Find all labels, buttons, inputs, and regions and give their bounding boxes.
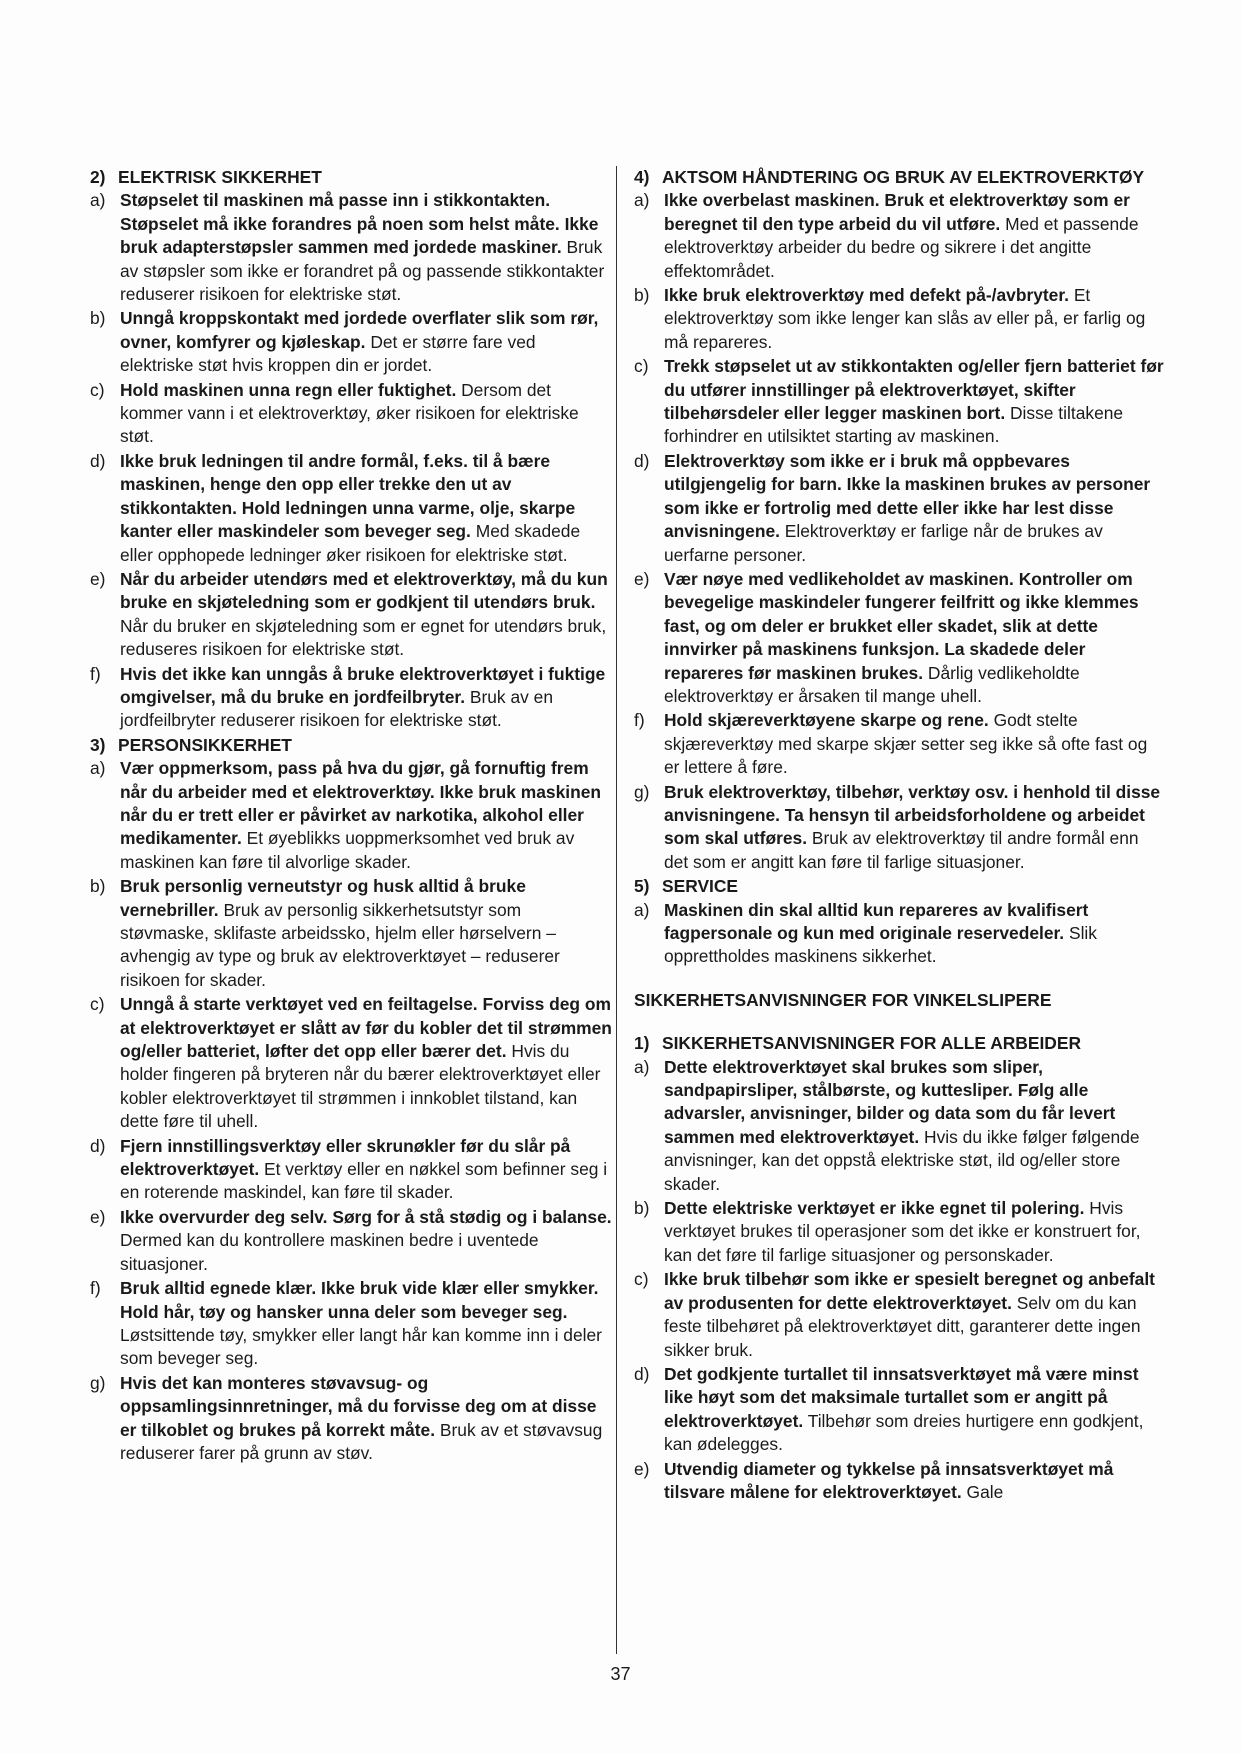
item-bold-text: Støpselet til maskinen må passe inn i stikkontakten. Støpselet må ikke forandres på noen som helst måte. Ikke bruk adapterstøpsler sammen med jordede maskiner. <box>120 190 599 258</box>
list-item <box>634 355 1164 449</box>
column-divider <box>616 166 617 1654</box>
item-label: c) <box>90 994 105 1015</box>
section-title: PERSONSIKKERHET <box>118 734 292 755</box>
left-column <box>90 166 612 1466</box>
item-label: e) <box>634 1458 650 1479</box>
item-label: a) <box>634 1056 650 1077</box>
list-item <box>634 899 1164 969</box>
item-label: a) <box>90 758 106 779</box>
item-label: e) <box>90 1206 106 1227</box>
item-text: Elektroverktøy er farlige når de brukes av uerfarne personer. <box>664 521 1103 565</box>
item-label: b) <box>634 285 650 306</box>
page-number: 37 <box>610 1664 631 1684</box>
item-label: c) <box>634 1269 649 1290</box>
item-text: Bruk av støpsler som ikke er forandret på og passende stikkontakter reduserer risikoen for elektriske støt. <box>120 237 605 305</box>
list-item <box>634 568 1164 708</box>
list-item <box>90 307 612 377</box>
list-item <box>90 1372 612 1466</box>
list-item <box>634 709 1164 779</box>
item-text: Løstsittende tøy, smykker eller langt hår kan komme inn i deler som beveger seg. <box>120 1324 602 1369</box>
list-item <box>634 781 1164 875</box>
item-text: Et øyeblikks uoppmerksomhet ved bruk av maskinen kan føre til alvorlige skader. <box>120 828 575 872</box>
item-label: d) <box>634 450 650 471</box>
section-title: AKTSOM HÅNDTERING OG BRUK AV ELEKTROVERKTØY <box>662 167 1145 187</box>
section-heading <box>634 1032 1164 1055</box>
item-label: e) <box>90 568 106 589</box>
item-bold-text: Det godkjente turtallet til innsatsverktøyet må være minst like høyt som det maksimale turtallet som er angitt på elektroverktøyet. <box>664 1363 1139 1431</box>
item-label: a) <box>90 190 106 211</box>
item-bold-text: Hvis det kan monteres støvavsug- og oppsamlingsinnretninger, må du forvisse deg om at disse er tilkoblet og brukes på korrekt måte. <box>120 1372 597 1440</box>
item-text: Dårlig vedlikeholdte elektroverktøy er årsaken til mange uhell. <box>664 662 1080 706</box>
item-label: g) <box>634 781 650 802</box>
item-text: Disse tiltakene forhindrer en utilsiktet starting av maskinen. <box>664 403 1124 447</box>
item-bold-text: Ikke bruk ledningen til andre formål, f.eks. til å bære maskinen, henge den opp eller trekke den ut av stikkontakten. Hold ledningen unna varme, olje, skarpe kanter eller maskindeler som beveger seg. <box>120 450 576 542</box>
list-item <box>634 1197 1164 1267</box>
section-number: 3) <box>90 734 106 755</box>
list-item <box>90 379 612 449</box>
section-number: 4) <box>634 167 650 187</box>
item-text: Dersom det kommer vann i et elektroverktøy, øker risikoen for elektriske støt. <box>120 379 579 447</box>
item-label: c) <box>634 356 649 377</box>
item-text: Bruk av en jordfeilbryter reduserer risikoen for elektriske støt. <box>120 686 553 731</box>
right-column <box>634 166 1164 1505</box>
list-item <box>90 450 612 567</box>
item-text: Hvis du holder fingeren på bryteren når du bærer elektroverktøyet eller kobler elektroverktøyet til strømmen i innkoblet tilstand, kan dette føre til uhell. <box>120 1041 601 1132</box>
item-bold-text: Hold skjæreverktøyene skarpe og rene. <box>664 710 989 731</box>
item-text: Hvis du ikke følger følgende anvisninger, kan det oppstå elektriske støt, ild og/eller store skader. <box>664 1126 1140 1194</box>
item-bold-text: Ikke overbelast maskinen. Bruk et elektroverktøy som er beregnet til den type arbeid du vil utføre. <box>664 190 1130 234</box>
section-heading <box>634 166 1164 189</box>
section-heading <box>90 166 612 189</box>
list-item <box>90 663 612 733</box>
item-label: d) <box>634 1363 650 1384</box>
item-text: Det er større fare ved elektriske støt hvis kroppen din er jordet. <box>120 331 536 376</box>
item-text: Et elektroverktøy som ikke lenger kan slås av eller på, er farlig og må repareres. <box>664 285 1146 352</box>
item-label: a) <box>634 899 650 920</box>
item-text: Når du bruker en skjøteledning som er egnet for utendørs bruk, reduseres risikoen for elektriske støt. <box>120 615 607 660</box>
section-number: 1) <box>634 1033 650 1054</box>
section-heading <box>90 734 612 757</box>
item-bold-text: Ikke bruk tilbehør som ikke er spesielt beregnet og anbefalt av produsenten for dette elektroverktøyet. <box>664 1269 1155 1313</box>
item-label: d) <box>90 1135 106 1156</box>
item-bold-text: Elektroverktøy som ikke er i bruk må oppbevares utilgjengelig for barn. Ikke la maskinen brukes av personer som ikke er fortrolig med dette eller ikke har lest disse anvisningene. <box>664 450 1151 542</box>
list-item <box>90 1277 612 1371</box>
item-text: Bruk av personlig sikkerhetsutstyr som støvmaske, sklifaste arbeidssko, hjelm eller hørselvern – avhengig av type og bruk av elektroverktøyet – reduserer risikoen for skader. <box>120 899 560 990</box>
list-item <box>90 1206 612 1276</box>
list-item <box>90 1135 612 1205</box>
item-bold-text: Unngå kroppskontakt med jordede overflater slik som rør, ovner, komfyrer og kjøleskap. <box>120 308 599 352</box>
item-label: b) <box>634 1198 650 1219</box>
list-item <box>634 1458 1164 1505</box>
item-bold-text: Bruk elektroverktøy, tilbehør, verktøy osv. i henhold til disse anvisningene. Ta hensyn til arbeidsforholdene og arbeidet som skal utføres. <box>664 781 1161 849</box>
item-bold-text: Dette elektriske verktøyet er ikke egnet til polering. <box>664 1198 1085 1219</box>
item-label: b) <box>90 308 106 329</box>
item-text: Hvis verktøyet brukes til operasjoner som det ikke er konstruert for, kan det føre til farlige situasjoner og personskader. <box>664 1198 1141 1265</box>
item-text: Slik opprettholdes maskinens sikkerhet. <box>664 923 1097 967</box>
item-text: Med et passende elektroverktøy arbeider du bedre og sikrere i det angitte effektområdet. <box>664 213 1139 281</box>
item-bold-text: Når du arbeider utendørs med et elektroverktøy, må du kun bruke en skjøteledning som er godkjent til utendørs bruk. <box>120 568 608 613</box>
list-item <box>634 1056 1164 1196</box>
list-item <box>90 568 612 662</box>
main-heading: SIKKERHETSANVISNINGER FOR VINKELSLIPERE <box>634 989 1052 1010</box>
item-bold-text: Dette elektroverktøyet skal brukes som sliper, sandpapirsliper, stålbørste, og kuttesliper. Følg alle advarsler, anvisninger, bilder og data som du får levert sammen med elektroverktøyet. <box>664 1056 1116 1147</box>
list-item <box>634 284 1164 354</box>
item-bold-text: Fjern innstillingsverktøy eller skrunøkler før du slår på elektroverktøyet. <box>120 1135 571 1180</box>
item-bold-text: Trekk støpselet ut av stikkontakten og/eller fjern batteriet før du utfører innstillinger på elektroverktøyet, skifter tilbehørsdeler eller legger maskinen bort. <box>664 356 1164 424</box>
item-bold-text: Maskinen din skal alltid kun repareres av kvalifisert fagpersonale og kun med originale reservedeler. <box>664 899 1089 943</box>
list-item <box>634 1363 1164 1457</box>
item-bold-text: Bruk alltid egnede klær. Ikke bruk vide klær eller smykker. Hold hår, tøy og hansker unna deler som beveger seg. <box>120 1278 599 1322</box>
item-label: f) <box>634 710 645 731</box>
item-text: Godt stelte skjæreverktøy med skarpe skjær setter seg ikke så ofte fast og er lettere å føre. <box>664 710 1148 778</box>
item-bold-text: Ikke bruk elektroverktøy med defekt på-/avbryter. <box>664 285 1069 306</box>
item-bold-text: Hvis det ikke kan unngås å bruke elektroverktøyet i fuktige omgivelser, må du bruke en jordfeilbryter. <box>120 663 606 707</box>
list-item <box>90 757 612 874</box>
item-label: d) <box>90 450 106 471</box>
item-bold-text: Unngå å starte verktøyet ved en feiltagelse. Forviss deg om at elektroverktøyet er slått av før du kobler det til strømmen og/eller batteriet, løfter det opp eller bærer det. <box>120 994 612 1062</box>
item-label: f) <box>90 663 101 684</box>
section-title: SERVICE <box>662 876 739 897</box>
item-text: Bruk av elektroverktøy til andre formål enn det som er angitt kan føre til farlige situasjoner. <box>664 828 1139 872</box>
item-bold-text: Vær nøye med vedlikeholdet av maskinen. Kontroller om bevegelige maskindeler fungerer feilfritt og ikke klemmes fast, og om deler er brukket eller skadet, slik at dette innvirker på maskinens funksjon. La skadede deler repareres før maskinen brukes. <box>664 568 1139 683</box>
list-item <box>634 450 1164 567</box>
section-title: ELEKTRISK SIKKERHET <box>118 167 322 187</box>
item-text: Dermed kan du kontrollere maskinen bedre i uventede situasjoner. <box>120 1230 539 1274</box>
item-bold-text: Vær oppmerksom, pass på hva du gjør, gå fornuftig frem når du arbeider med et elektroverktøy. Ikke bruk maskinen når du er trett eller er påvirket av narkotika, alkohol eller medikamenter. <box>120 758 602 849</box>
list-item <box>634 1268 1164 1362</box>
item-label: f) <box>90 1278 101 1299</box>
item-text: Bruk av et støvavsug reduserer farer på grunn av støv. <box>120 1419 603 1463</box>
item-bold-text: Hold maskinen unna regn eller fuktighet. <box>120 379 457 400</box>
item-text: Et verktøy eller en nøkkel som befinner seg i en roterende maskindel, kan føre til skader. <box>120 1159 608 1203</box>
list-item <box>634 189 1164 283</box>
section-number: 5) <box>634 876 650 897</box>
item-label: c) <box>90 379 105 400</box>
item-label: b) <box>90 876 106 897</box>
item-text: Gale <box>961 1481 1004 1502</box>
section-heading <box>634 875 1164 898</box>
item-label: e) <box>634 568 650 589</box>
item-text: Selv om du kan feste tilbehøret på elektroverktøyet ditt, garanterer dette ingen sikker bruk. <box>664 1292 1141 1360</box>
list-item <box>90 875 612 992</box>
item-bold-text: Bruk personlig verneutstyr og husk alltid å bruke vernebriller. <box>120 876 526 920</box>
item-label: g) <box>90 1372 106 1393</box>
item-bold-text: Utvendig diameter og tykkelse på innsatsverktøyet må tilsvare målene for elektroverktøyet. <box>664 1458 1114 1502</box>
list-item <box>90 189 612 306</box>
item-bold-text: Ikke overvurder deg selv. Sørg for å stå stødig og i balanse. <box>120 1206 612 1227</box>
list-item <box>90 993 612 1133</box>
item-label: a) <box>634 190 650 211</box>
item-text: Med skadede eller opphopede ledninger øker risikoen for elektriske støt. <box>120 521 581 565</box>
section-title: SIKKERHETSANVISNINGER FOR ALLE ARBEIDER <box>662 1033 1082 1054</box>
item-text: Tilbehør som dreies hurtigere enn godkjent, kan ødelegges. <box>664 1410 1144 1455</box>
section-number: 2) <box>90 167 106 187</box>
